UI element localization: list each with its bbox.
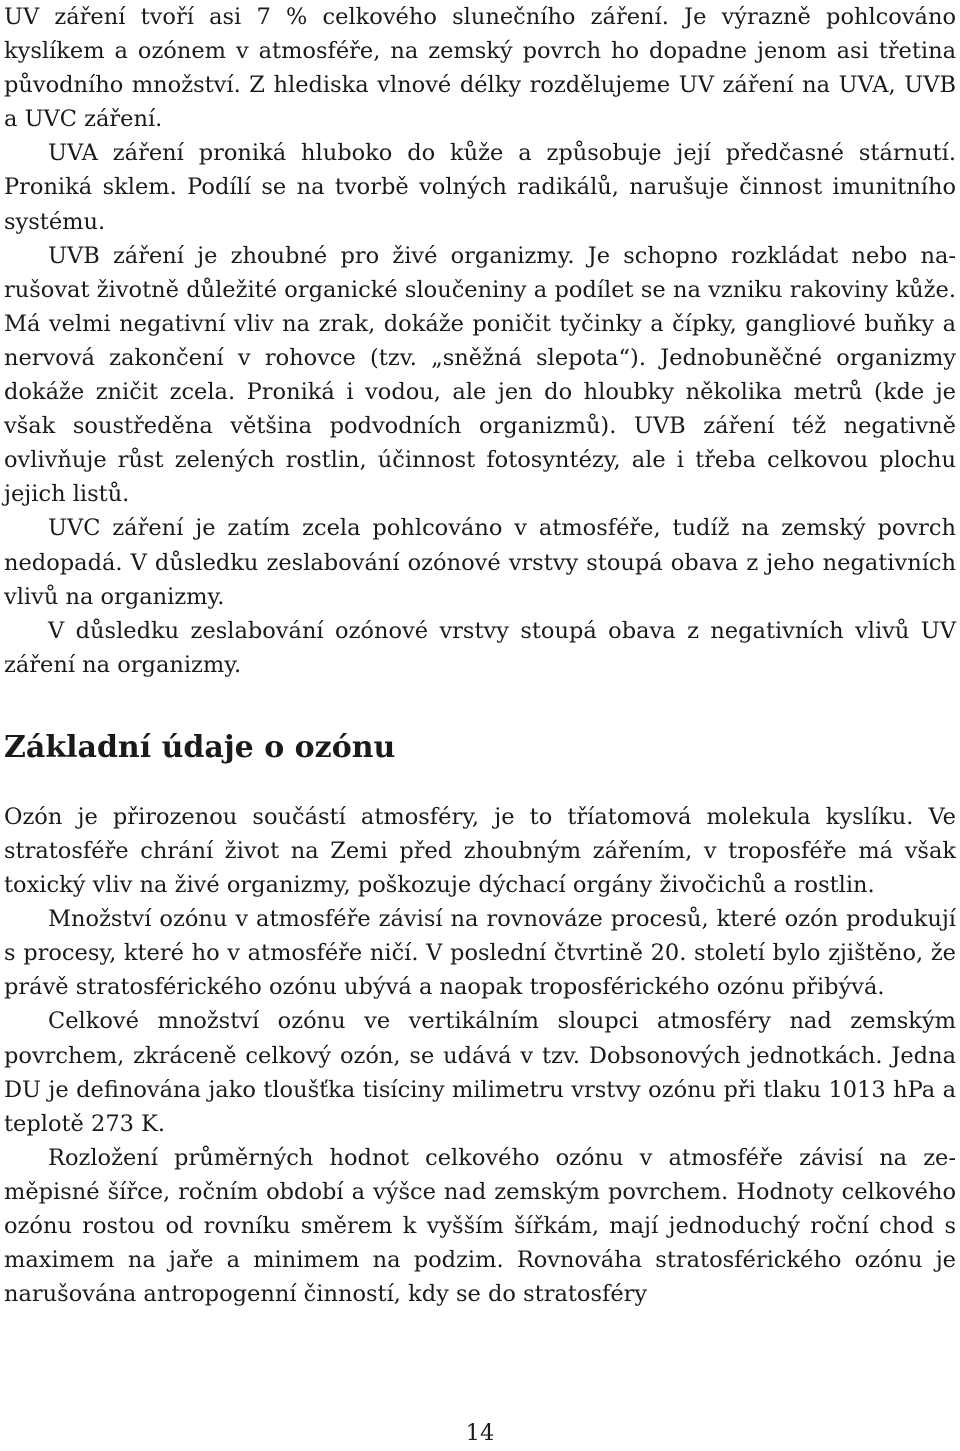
paragraph-uvc: UVC záření je zatím zcela pohlcováno v atmosféře, tudíž na zemský povrch nedopadá. V důsledku zeslabování ozónové vrstvy stoupá obava z jeho negativních vlivů na organizmy. [4, 515, 956, 610]
paragraph-uv-intro: UV záření tvoří asi 7 % celkového slunečního záření. Je výrazně pohlcováno kyslíkem a ozónem v atmosféře, na zemský povrch ho dopadne jenom asi třetina původního množství. Z hlediska vlnové délky rozdělujeme UV záření na UVA, UVB a UVC záření. [4, 4, 956, 133]
paragraph-ozone-balance: Množství ozónu v atmosféře závisí na rovnováze procesů, které ozón produkují s procesy, které ho v atmosféře ničí. V poslední čtvrtině 20. století bylo zjištěno, že právě stratosférického ozónu ubývá a naopak troposférického ozónu přibývá. [4, 906, 956, 1001]
paragraph-ozone-intro: Ozón je přirozenou součástí atmosféry, je to tříatomová molekula kyslíku. Ve stratosféře chrání život na Zemi před zhoubným zářením, v troposféře má však toxický vliv na živé organizmy, poškozuje dýchací orgány živočichů a rostlin. [4, 803, 956, 899]
paragraph-uvb: UVB záření je zhoubné pro živé organizmy. Je schopno rozkládat nebo narušovat životně důležité organické sloučeniny a podílet se na vzniku rakoviny kůže. Má velmi negativní vliv na zrak, dokáže poničit tyčinky a čípky, gangliové buňky a nervová zakončení v rohovce (tzv. „sněžná slepota“). Jednobuněčné organizmy dokáže zničit zcela. Proniká i vodou, ale jen do hloubky několika metrů (kde je však soustředěna většina podvodních organizmů). UVB záření též negativně ovlivňuje růst zelených rostlin, účinnost fotosyntézy, ale i třeba celkovou plochu jejich listů. [4, 242, 956, 508]
paragraph-ozone-dobson: Celkové množství ozónu ve vertikálním sloupci atmosféry nad zemským povrchem, zkráceně celkový ozón, se udává v tzv. Dobsonových jednotkách. Jedna DU je definována jako tloušťka tisíciny milimetru vrstvy ozónu při tlaku 1013 hPa a teplotě 273 K. [4, 1008, 956, 1137]
page-number: 14 [465, 1420, 495, 1446]
paragraph-uv-conclusion: V důsledku zeslabování ozónové vrstvy stoupá obava z negativních vlivů UV záření na organizmy. [4, 617, 956, 678]
paragraph-uva: UVA záření proniká hluboko do kůže a způsobuje její předčasné stárnutí. Proniká sklem. Podílí se na tvorbě volných radikálů, narušuje činnost imunitního systému. [4, 140, 956, 235]
section-heading-ozone: Základní údaje o ozónu [4, 729, 396, 765]
paragraph-ozone-distribution: Rozložení průměrných hodnot celkového ozónu v atmosféře závisí na zeměpisné šířce, ročním období a výšce nad zemským povrchem. Hodnoty celkového ozónu rostou od rovníku směrem k vyšším šířkám, mají jednoduchý roční chod s maximem na jaře a minimem na podzim. Rovnováha stratosférického ozónu je narušována antropogenní činností, kdy se do stratosféry [4, 1144, 956, 1308]
document-page [4, 0, 956, 1311]
